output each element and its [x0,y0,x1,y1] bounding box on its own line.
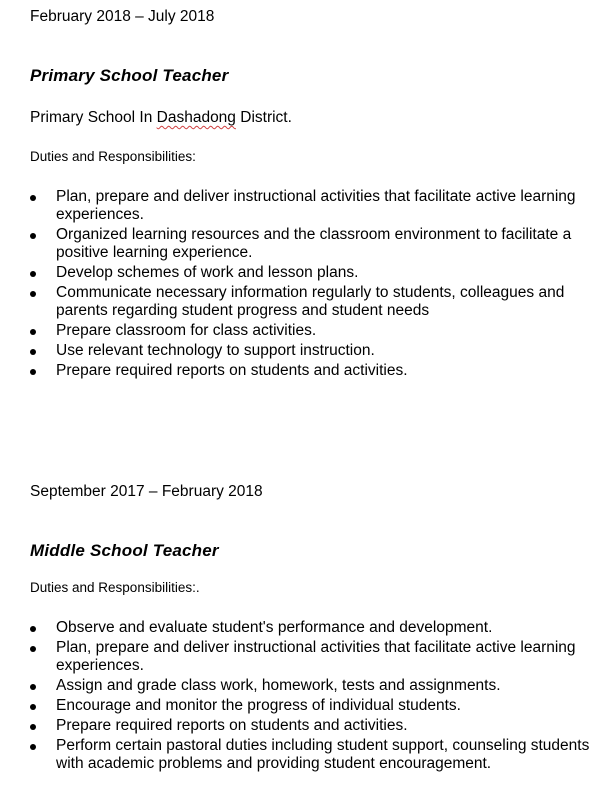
duty-text: Communicate necessary information regularly to students, colleagues and parents regarding student progress and student needs [56,284,565,319]
duty-text: Organized learning resources and the classroom environment to facilitate a positive learning experience. [56,226,572,261]
bullet-icon [30,233,36,239]
bullet-icon [30,349,36,355]
position-2-duties-label: Duties and Responsibilities:. [30,580,200,595]
list-item [30,188,590,224]
duty-text: Assign and grade class work, homework, tests and assignments. [56,677,501,694]
position-2-dates: September 2017 – February 2018 [30,483,263,500]
position-1-duties-list [30,188,590,382]
duty-text: Plan, prepare and deliver instructional activities that facilitate active learning experiences. [56,188,576,223]
bullet-icon [30,744,36,750]
list-item [30,717,590,735]
duty-text: Prepare required reports on students and activities. [56,362,408,379]
position-1-title: Primary School Teacher [30,66,229,85]
bullet-icon [30,329,36,335]
duty-text: Develop schemes of work and lesson plans. [56,264,359,281]
duty-text: Perform certain pastoral duties including student support, counseling students with academic problems and providing student encouragement. [56,737,590,772]
bullet-icon [30,724,36,730]
employer-prefix: Primary School In [30,109,157,126]
duty-text: Use relevant technology to support instruction. [56,342,375,359]
list-item [30,677,590,695]
duty-text: Prepare required reports on students and activities. [56,717,408,734]
duty-text: Plan, prepare and deliver instructional activities that facilitate active learning experiences. [56,639,576,674]
list-item [30,697,590,715]
duty-text: Observe and evaluate student's performance and development. [56,619,493,636]
list-item [30,322,590,340]
position-2-duties-list [30,619,590,775]
bullet-icon [30,704,36,710]
list-item [30,619,590,637]
list-item [30,737,590,773]
bullet-icon [30,195,36,201]
bullet-icon [30,646,36,652]
list-item [30,639,590,675]
employer-suffix: District. [235,109,292,126]
list-item [30,264,590,282]
list-item [30,284,590,320]
bullet-icon [30,271,36,277]
position-1-dates: February 2018 – July 2018 [30,8,215,25]
position-2-title: Middle School Teacher [30,541,219,560]
bullet-icon [30,626,36,632]
list-item [30,342,590,360]
duty-text: Encourage and monitor the progress of individual students. [56,697,461,714]
bullet-icon [30,684,36,690]
bullet-icon [30,291,36,297]
duty-text: Prepare classroom for class activities. [56,322,317,339]
position-1-employer [30,109,292,127]
bullet-icon [30,369,36,375]
list-item [30,226,590,262]
employer-spellcheck-word: Dashadong [156,109,236,126]
position-1-duties-label: Duties and Responsibilities: [30,149,196,164]
list-item [30,362,590,380]
